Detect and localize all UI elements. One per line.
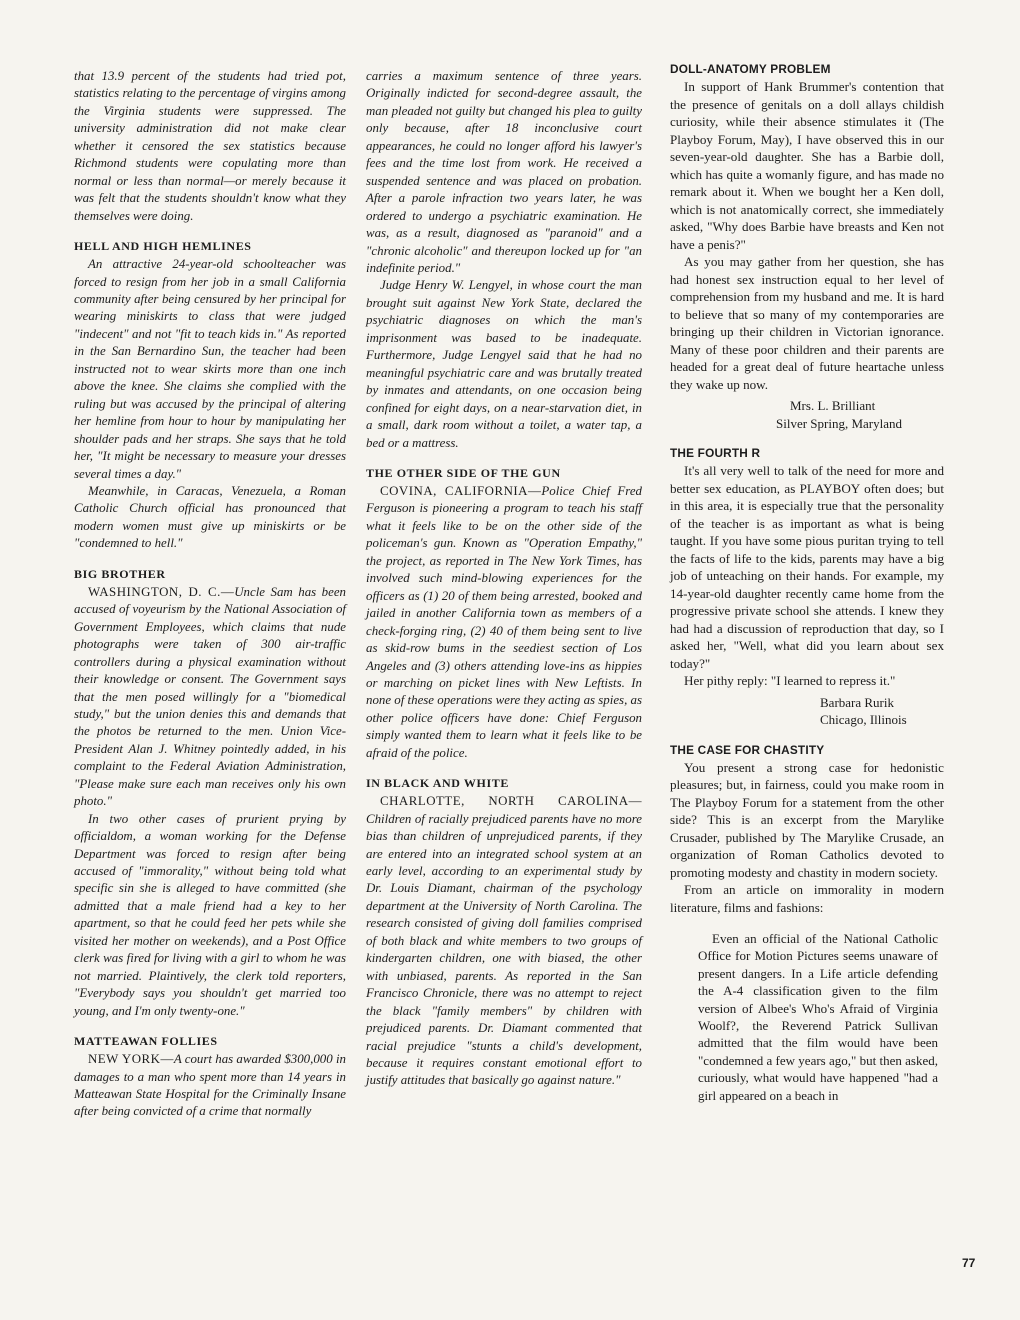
dateline: WASHINGTON, D. C.—	[88, 584, 235, 599]
paragraph-text: A court has awarded $300,000 in damages to a man who spent more than 14 years in Matteawan State Hospital for the Criminally Insane after being convicted of a crime that normally	[74, 1052, 346, 1119]
letter-paragraph: You present a strong case for hedonistic pleasures; but, in fairness, could you make room in The Playboy Forum for a statement from the other side? This is an excerpt from the Marylike Crusader, published by The Marylike Crusade, an organization of Roman Catholics devoted to promoting modesty and chastity in modern society.	[670, 759, 944, 880]
article-continuation: that 13.9 percent of the students had tried pot, statistics relating to the percentage of virgins among the Virginia students were suppressed. The university administration did not make clear whether it censored the sex statistics because Richmond students were copulating more than normal or less than normal—or merely because it was felt that the students shouldn't know what they themselves were doing.	[74, 69, 346, 223]
paragraph: In two other cases of prurient prying by officialdom, a woman working for the Defense Department was forced to resign after being accused of "immorality," without being told what specific sin she is alleged to have committed (she admitted that a male friend had a key to her apartment, so that he could feed her pets while she visited her mother on weekends), and a Post Office clerk was fired for living with a girl to whom he was not married. Plaintively, the clerk told reporters, "Everybody says you shouldn't get married too young, and I'm only twenty-one."	[74, 811, 346, 1018]
letter-signature	[670, 694, 944, 729]
letter-paragraph: As you may gather from her question, she has had honest sex instruction equal to her level of comprehension from my husband and me. It is hard to believe that so many of my contemporaries are bringing up their children in Victorian ignorance. Many of these poor children and their parents are headed for a great deal of future heartache unless they wake up now.	[670, 254, 944, 392]
dateline: NEW YORK—	[88, 1052, 174, 1067]
heading-hell-and-high-hemlines: HELL AND HIGH HEMLINES	[74, 239, 252, 254]
heading-matteawan-follies: MATTEAWAN FOLLIES	[74, 1034, 218, 1049]
heading-doll-anatomy-problem: DOLL-ANATOMY PROBLEM	[670, 62, 831, 76]
paragraph: Meanwhile, in Caracas, Venezuela, a Roman Catholic Church official has pronounced that modern women must give up miniskirts or be "condemned to hell."	[74, 483, 346, 551]
paragraph-text: Uncle Sam has been accused of voyeurism by the National Association of Government Employees, which claims that nude photographs were taken of 300 air-traffic controllers during a physical examination without their knowledge or consent. The Government says that the men posed willingly for a "biomedical study," but the union denies this and demands that the photos be returned to the men. Union Vice-President Alan J. Whitney pointedly added, in his complaint to the Federal Aviation Administration, "Please make sure each man receives only his own photo."	[74, 584, 347, 809]
page-number: 77	[962, 1256, 976, 1270]
article-continuation: carries a maximum sentence of three years. Originally indicted for second-degree assault, the man pleaded not guilty but changed his plea to guilty only because, after 18 inconclusive court appearances, he could no longer afford his lawyer's fees and the time lost from work. He received a suspended sentence and was placed on probation. After a parole infraction two years later, he was ordered to undergo a psychiatric examination. He was, as a result, diagnosed as "paranoid" and a "chronic alcoholic" and thereupon locked up for "an indefinite period."	[366, 69, 642, 275]
paragraph-text: Children of racially prejudiced parents have no more bias than children of unprejudiced parents, if they are entered into an integrated school system at an early level, according to an experimental study by Dr. Louis Diamant, chairman of the psychology department at the University of North Carolina. The research consisted of giving doll families comprised of both black and white members to two groups of kindergarten children, one with biased, the other with unbiased, parents. As reported in the San Francisco Chronicle, there was no attempt to reject the black "family members" by children with prejudiced parents. Dr. Diamant commented that racial prejudice "stunts a child's development, because it requires constant emotional effort to justify attitudes that basically go against nature."	[366, 811, 642, 1088]
signature-place: Chicago, Illinois	[820, 712, 907, 727]
paragraph-text: Police Chief Fred Ferguson is pioneering a program to teach his staff what it feels like to be on the other side of the policeman's gun. Known as "Operation Empathy," the project, as reported in The New York Times, has involved such mind-blowing experiences for the officers as (1) 20 of them being arrested, booked and jailed in another California town as members of a check-forging ring, (2) 40 of them being sent to live as skid-row bums in the seediest section of Los Angeles and (3) others attending love-ins as hippies or marching on picket lines with New Leftists. In none of these operations were they acting as spies, as other police officers have done: Chief Ferguson simply wanted them to learn what it feels like to be afraid of the police.	[366, 483, 642, 760]
paragraph	[366, 793, 642, 1090]
heading-the-case-for-chastity: THE CASE FOR CHASTITY	[670, 742, 825, 757]
dateline: CHARLOTTE, NORTH CAROLINA—	[380, 794, 642, 809]
block-quote: Even an official of the National Catholic Office for Motion Pictures seems unaware of present dangers. In a Life article defending the A-4 classification given to the film version of Albee's Who's Afraid of Virginia Woolf?, the Reverend Patrick Sullivan admitted that the film would have been "condemned a few years ago," but then asked, curiously, what would have happened "had a girl appeared on a beach in	[698, 931, 938, 1103]
paragraph: An attractive 24-year-old schoolteacher was forced to resign from her job in a small California community after being censured by her principal for wearing miniskirts to class that were judged "indecent" and not "fit to teach kids in." As reported in the San Bernardino Sun, the teacher had been instructed not to wear skirts more than one inch above the knee. She claims she complied with the ruling but was accused by the principal of altering her hemline from hour to hour by manipulating her shoulder pads and her straps. She says that he told her, "It might be necessary to measure your dresses several times a day."	[74, 257, 346, 481]
column-right	[670, 62, 944, 1104]
paragraph	[74, 584, 346, 811]
column-middle	[366, 68, 642, 1090]
signature-name: Barbara Rurik	[820, 694, 895, 710]
heading-the-fourth-r: THE FOURTH R	[670, 446, 761, 460]
paragraph	[74, 1051, 346, 1121]
paragraph: Judge Henry W. Lengyel, in whose court the man brought suit against New York State, declared the psychiatric diagnoses on which the man's imprisonment was based to be inadequate. Furthermore, Judge Lengyel said that he had no meaningful psychiatric care and was brutally treated by inmates and attendants, on one occasion being confined for eight days, on a near-starvation diet, in a small, dark room without a toilet, a water tap, a bed or a mattress.	[366, 278, 642, 450]
letter-paragraph: It's all very well to talk of the need for more and better sex education, as PLAYBOY often does; but in this area, it is especially true that the personality of the teacher is as important as what is being taught. If you have some pious puritan trying to tell the facts of life to the kids, parents may have a big job of unteaching on their hands. For example, my 14-year-old daughter recently came home from the progressive private school she attends. I knew they had had a discussion of reproduction that day, so I asked her, "Well, what did you learn about sex today?"	[670, 463, 944, 671]
heading-in-black-and-white: IN BLACK AND WHITE	[366, 776, 509, 791]
heading-other-side-of-the-gun: THE OTHER SIDE OF THE GUN	[366, 465, 561, 480]
heading-big-brother: BIG BROTHER	[74, 566, 166, 581]
dateline: COVINA, CALIFORNIA—	[380, 483, 542, 498]
column-left	[74, 68, 346, 1121]
letter-paragraph: In support of Hank Brummer's contention that the presence of genitals on a doll allays childish curiosity, while their absence stimulates it (The Playboy Forum, May), I have observed this in our seven-year-old daughter. She has a Barbie doll, which has quite a womanly figure, and has made no remark about it. When we bought her a Ken doll, which is not anatomically correct, she immediately asked, "Why does Barbie have breasts and Ken not have a penis?"	[670, 79, 944, 252]
paragraph	[366, 483, 642, 762]
letter-signature	[670, 397, 944, 432]
signature-place: Silver Spring, Maryland	[776, 415, 903, 431]
letter-paragraph: Her pithy reply: "I learned to repress it."	[684, 673, 896, 688]
signature-name: Mrs. L. Brilliant	[790, 398, 876, 413]
letter-paragraph: From an article on immorality in modern literature, films and fashions:	[670, 882, 944, 915]
